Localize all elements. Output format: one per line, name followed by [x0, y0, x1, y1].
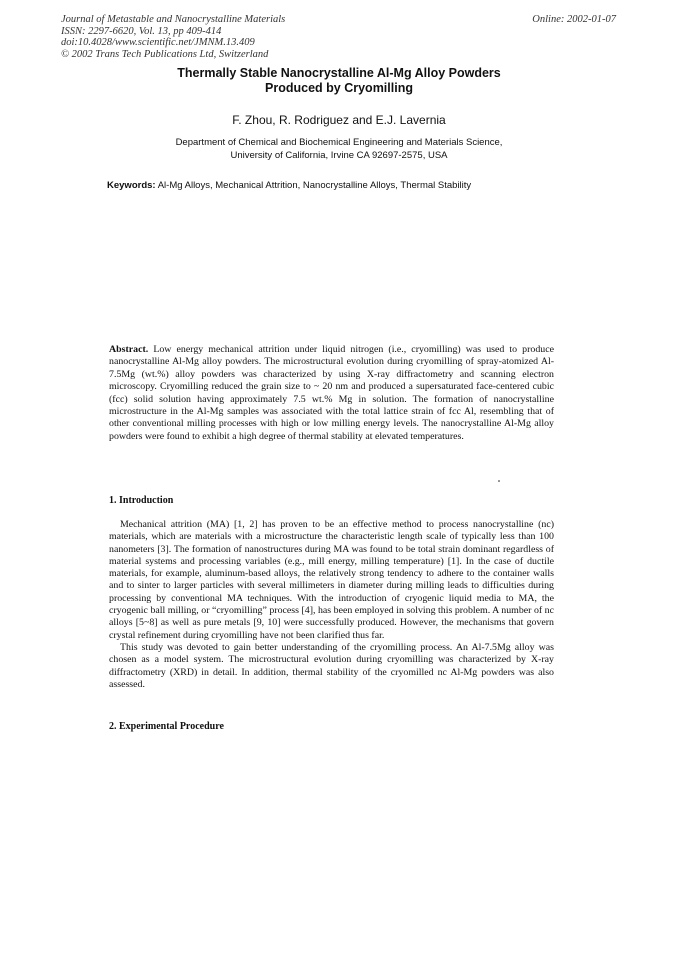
intro-paragraph-2: This study was devoted to gain better understanding of the cryomilling process. An Al-7.5Mg alloy was chosen as a model system. The microstructural evolution during cryomilling was characterized by X-ray diffractometry (XRD) in detail. In addition, thermal stability of the cryomilled nc Al-Mg powders was also assessed. [109, 641, 554, 690]
doi-line[interactable]: doi:10.4028/www.scientific.net/JMNM.13.409 [61, 37, 255, 48]
keywords-label: Keywords: [107, 180, 156, 191]
paper-title-line-2: Produced by Cryomilling [265, 81, 413, 95]
abstract-label: Abstract. [109, 344, 149, 355]
journal-header [61, 14, 285, 60]
paper-title-line-1: Thermally Stable Nanocrystalline Al-Mg Alloy Powders [177, 66, 501, 80]
intro-paragraph-1: Mechanical attrition (MA) [1, 2] has proven to be an effective method to process nanocrystalline (nc) materials, which are materials with a microstructure the characteristic length scale of typically less than 100 nanometers [3]. The formation of nanostructures during MA was found to be total strain dominant regardless of material systems and processing variables (e.g., mill energy, milling temperature) [1]. In the case of ductile materials, for example, aluminum-based alloys, the relatively strong tendency to adhere to the container walls and to sinter to larger particles with several millimeters in diameter during milling leads to difficulties during processing by conventional MA techniques. With the introduction of cryogenic liquid media to MA, the cryogenic ball milling, or “cryomilling” process [4], has been employed in solving this problem. A number of nc alloys [5~8] as well as pure metals [9, 10] were successfully produced. However, the mechanisms that govern crystal refinement during cryomilling have not been clarified thus far. [109, 519, 554, 641]
author-list: F. Zhou, R. Rodriguez and E.J. Lavernia [232, 113, 446, 127]
copyright-line: © 2002 Trans Tech Publications Ltd, Switzerland [61, 48, 269, 60]
affiliation [0, 137, 678, 162]
affiliation-line-1: Department of Chemical and Biochemical Engineering and Materials Science, [175, 137, 503, 148]
stray-dot [498, 480, 500, 482]
keywords [107, 180, 471, 191]
issn-line: ISSN: 2297-6620, Vol. 13, pp 409-414 [61, 25, 222, 37]
affiliation-line-2: University of California, Irvine CA 92697-2575, USA [230, 149, 448, 161]
introduction-body [109, 519, 554, 691]
paper-title [0, 66, 678, 96]
introduction-heading: 1. Introduction [109, 495, 174, 506]
abstract-text: Low energy mechanical attrition under liquid nitrogen (i.e., cryomilling) was used to produce nanocrystalline Al-Mg alloy powders. The microstructural evolution during cryomilling of spray-atomized Al-7.5Mg (wt.%) alloy powders was characterized by using X-ray diffractometry and scanning electron microscopy. Cryomilling reduced the grain size to ~ 20 nm and produced a supersaturated face-centered cubic (fcc) solid solution having approximately 7.5 wt.% Mg in solution. The formation of nanocrystalline microstructure in the Al-Mg samples was associated with the total lattice strain of fcc Al, resembling that of other conventional milling processes with high or low milling energy levels. The nanocrystalline Al-Mg alloy powders were found to exhibit a high degree of thermal stability at elevated temperatures. [109, 344, 554, 442]
abstract [109, 344, 554, 443]
keywords-text: Al-Mg Alloys, Mechanical Attrition, Nanocrystalline Alloys, Thermal Stability [157, 180, 472, 191]
experimental-procedure-heading: 2. Experimental Procedure [109, 721, 224, 732]
online-date: Online: 2002-01-07 [532, 14, 616, 25]
journal-name: Journal of Metastable and Nanocrystalline Materials [61, 14, 286, 25]
